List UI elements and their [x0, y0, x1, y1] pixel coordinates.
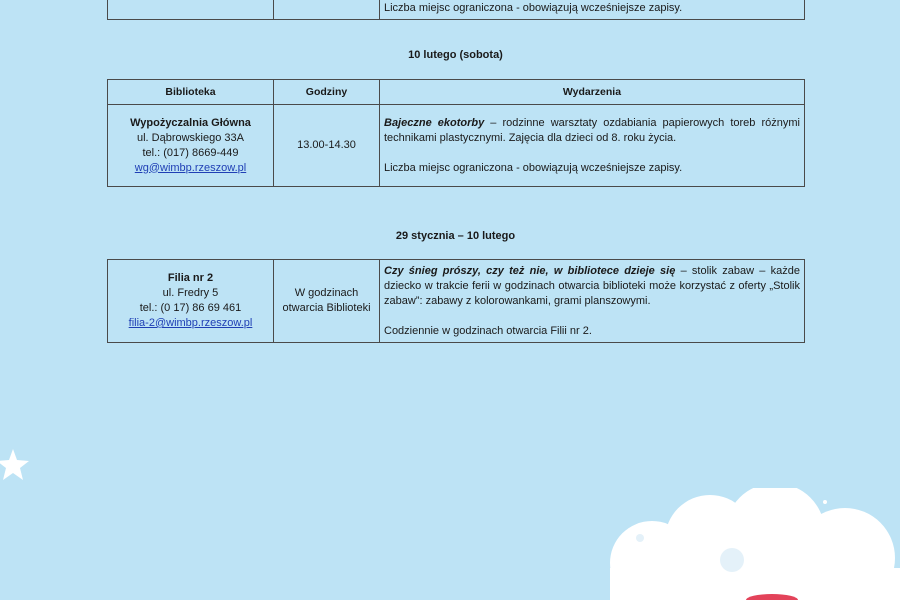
- section2-event-cell: [380, 260, 805, 343]
- star-decoration-icon: [0, 448, 30, 482]
- section2-event-title: Czy śnieg prószy, czy też nie, w bibliotece dzieje się: [384, 264, 676, 277]
- previous-table-fragment: [107, 0, 805, 20]
- section1-hours: 13.00-14.30: [274, 105, 380, 187]
- section2-event-description: – stolik zabaw – każde dziecko w trakcie ferii w godzinach otwarcia biblioteki może korzystać z oferty „Stolik zabaw”: zabawy z kolorowankami, grami planszowymi.: [384, 264, 800, 307]
- section1-library-email[interactable]: wg@wimbp.rzeszow.pl: [134, 161, 247, 174]
- section2-event-note: Codziennie w godzinach otwarcia Filii nr 2.: [384, 324, 592, 337]
- section1-event-description: – rodzinne warsztaty ozdabiania papierowych toreb różnymi technikami plastycznymi. Zajęcia dla dzieci od 8. roku życia.: [384, 116, 800, 144]
- section2-library-email[interactable]: filia-2@wimbp.rzeszow.pl: [128, 317, 253, 329]
- previous-event-note: Liczba miejsc ograniczona - obowiązują wcześniejsze zapisy.: [384, 2, 683, 14]
- section2-library-address: ul. Fredry 5: [162, 287, 219, 299]
- section2-hours: W godzinach otwarcia Biblioteki: [274, 260, 380, 343]
- column-header-hours: Godziny: [274, 80, 380, 105]
- section2-heading: 29 stycznia – 10 lutego: [395, 230, 516, 242]
- section2-library-phone: tel.: (0 17) 86 69 461: [139, 302, 242, 314]
- section1-event-title: Bajeczne ekotorby: [384, 116, 485, 129]
- section2-table: [107, 259, 805, 343]
- previous-event-cell: [380, 0, 805, 20]
- previous-hours-cell: [274, 0, 380, 20]
- section1-library-address: ul. Dąbrowskiego 33A: [136, 131, 244, 144]
- section1-heading: 10 lutego (sobota): [408, 49, 503, 61]
- previous-library-cell: [108, 0, 274, 20]
- column-header-events: Wydarzenia: [380, 80, 805, 105]
- section1-table: [107, 79, 805, 187]
- section1-event-note: Liczba miejsc ograniczona - obowiązują wcześniejsze zapisy.: [384, 161, 683, 174]
- section2-library-name: Filia nr 2: [167, 272, 214, 284]
- section1-library-name: Wypożyczalnia Główna: [130, 116, 251, 129]
- column-header-library: Biblioteka: [108, 80, 274, 105]
- section1-library-phone: tel.: (017) 8669-449: [142, 146, 239, 159]
- section1-library-cell: [108, 105, 274, 187]
- section2-library-cell: [108, 260, 274, 343]
- section1-event-cell: [380, 105, 805, 187]
- cloud-decoration-icon: [600, 488, 900, 600]
